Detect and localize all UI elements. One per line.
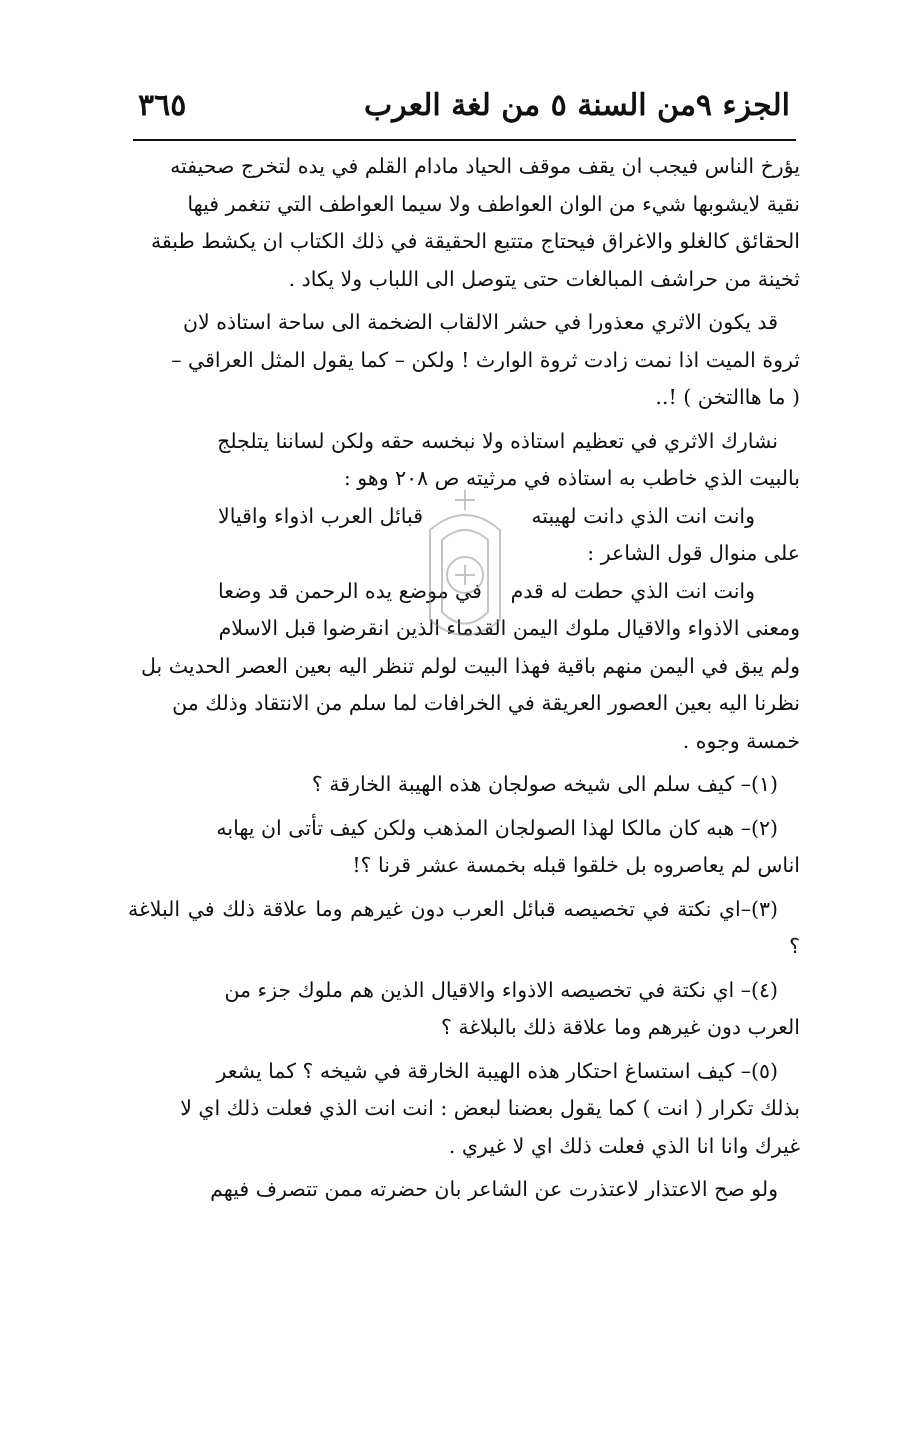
- point-3: [128, 891, 800, 966]
- text-line: اناس لم يعاصروه بل خلقوا قبله بخمسة عشر قرنا ؟!: [352, 853, 800, 877]
- page-number: ٣٦٥: [138, 87, 187, 123]
- paragraph-final: [128, 1171, 800, 1209]
- text-line: قد يكون الاثري معذورا في حشر الالقاب الضخمة الى ساحة استاذه لان: [182, 310, 778, 334]
- text-line: غيرك وانا انا الذي فعلت ذلك اي لا غيري .: [448, 1133, 800, 1158]
- running-title: الجزء ۹من السنة ٥ من لغة العرب: [363, 87, 790, 123]
- paragraph-1: [128, 148, 800, 298]
- text-line: نشارك الاثري في تعظيم استاذه ولا نبخسه حقه ولكن لساننا يتلجلج: [217, 428, 778, 453]
- text-line: (٥)– كيف استساغ احتكار هذه الهيبة الخارقة في شيخه ؟ كما يشعر: [216, 1058, 778, 1083]
- text-line: نظرنا اليه بعين العصور العريقة في الخرافات لما سلم من الانتقاد وذلك من: [172, 691, 800, 715]
- text-line: (١)– كيف سلم الى شيخه صولجان هذه الهيبة الخارقة ؟: [311, 772, 778, 796]
- text-line: ولم يبق في اليمن منهم باقية فهذا البيت لولم تنظر اليه بعين العصر الحديث بل: [141, 653, 800, 678]
- text-line: ومعنى الاذواء والاقيال ملوك اليمن القدماء الذين انقرضوا قبل الاسلام: [218, 616, 800, 640]
- text-line: على منوال قول الشاعر :: [587, 541, 800, 565]
- text-line: بذلك تكرار ( انت ) كما يقول بعضنا لبعض : انت انت الذي فعلت ذلك اي لا: [180, 1096, 800, 1120]
- verse-hemistich-1: وانت انت الذي دانت لهيبته: [531, 503, 755, 528]
- verse-hemistich-2: قبائل العرب اذواء واقيالا: [218, 503, 424, 528]
- text-line: خمسة وجوه .: [682, 728, 800, 753]
- point-4: [128, 972, 800, 1047]
- verse-hemistich-2: في موضع يده الرحمن قد وضعا: [218, 578, 482, 603]
- text-line: يؤرخ الناس فيجب ان يقف موقف الحياد مادام القلم في يده لتخرج صحيفته: [170, 154, 800, 178]
- text-line: نقية لايشوبها شيء من الوان العواطف ولا سيما العواطف التي تنغمر فيها: [187, 191, 800, 216]
- text-line: ثروة الميت اذا نمت زادت ثروة الوارث ! ولكن – كما يقول المثل العراقي –: [171, 347, 800, 372]
- text-line: (٤)– اي نكتة في تخصيصه الاذواء والاقيال الذين هم ملوك جزء من: [224, 977, 778, 1002]
- header-rule: [133, 139, 796, 141]
- verse-hemistich-1: وانت انت الذي حطت له قدم: [510, 578, 755, 603]
- point-5: [128, 1053, 800, 1166]
- text-line: العرب دون غيرهم وما علاقة ذلك بالبلاغة ؟: [440, 1015, 800, 1039]
- page-header: [138, 82, 790, 128]
- text-line: ولو صح الاعتذار لاعتذرت عن الشاعر بان حضرته ممن تتصرف فيهم: [210, 1177, 778, 1201]
- text-line: ثخينة من حراشف المبالغات حتى يتوصل الى اللباب ولا يكاد .: [288, 266, 800, 291]
- point-1: [128, 766, 800, 804]
- paragraph-2: [128, 304, 800, 417]
- text-line: (٣)–اي نكتة في تخصيصه قبائل العرب دون غيرهم وما علاقة ذلك في البلاغة ؟: [128, 896, 800, 958]
- text-line: الحقائق كالغلو والاغراق فيحتاج متتبع الحقيقة في ذلك الكتاب ان يكشط طبقة: [150, 229, 800, 253]
- text-line: بالبيت الذي خاطب به استاذه في مرثيته ص ٢٠٨ وهو :: [343, 466, 800, 490]
- text-line: ( ما هاالتخن ) !..: [655, 385, 800, 409]
- library-seal-icon: [390, 480, 540, 680]
- text-line: (٢)– هبه كان مالكا لهذا الصولجان المذهب ولكن كيف تأتى ان يهابه: [216, 815, 778, 840]
- point-2: [128, 810, 800, 885]
